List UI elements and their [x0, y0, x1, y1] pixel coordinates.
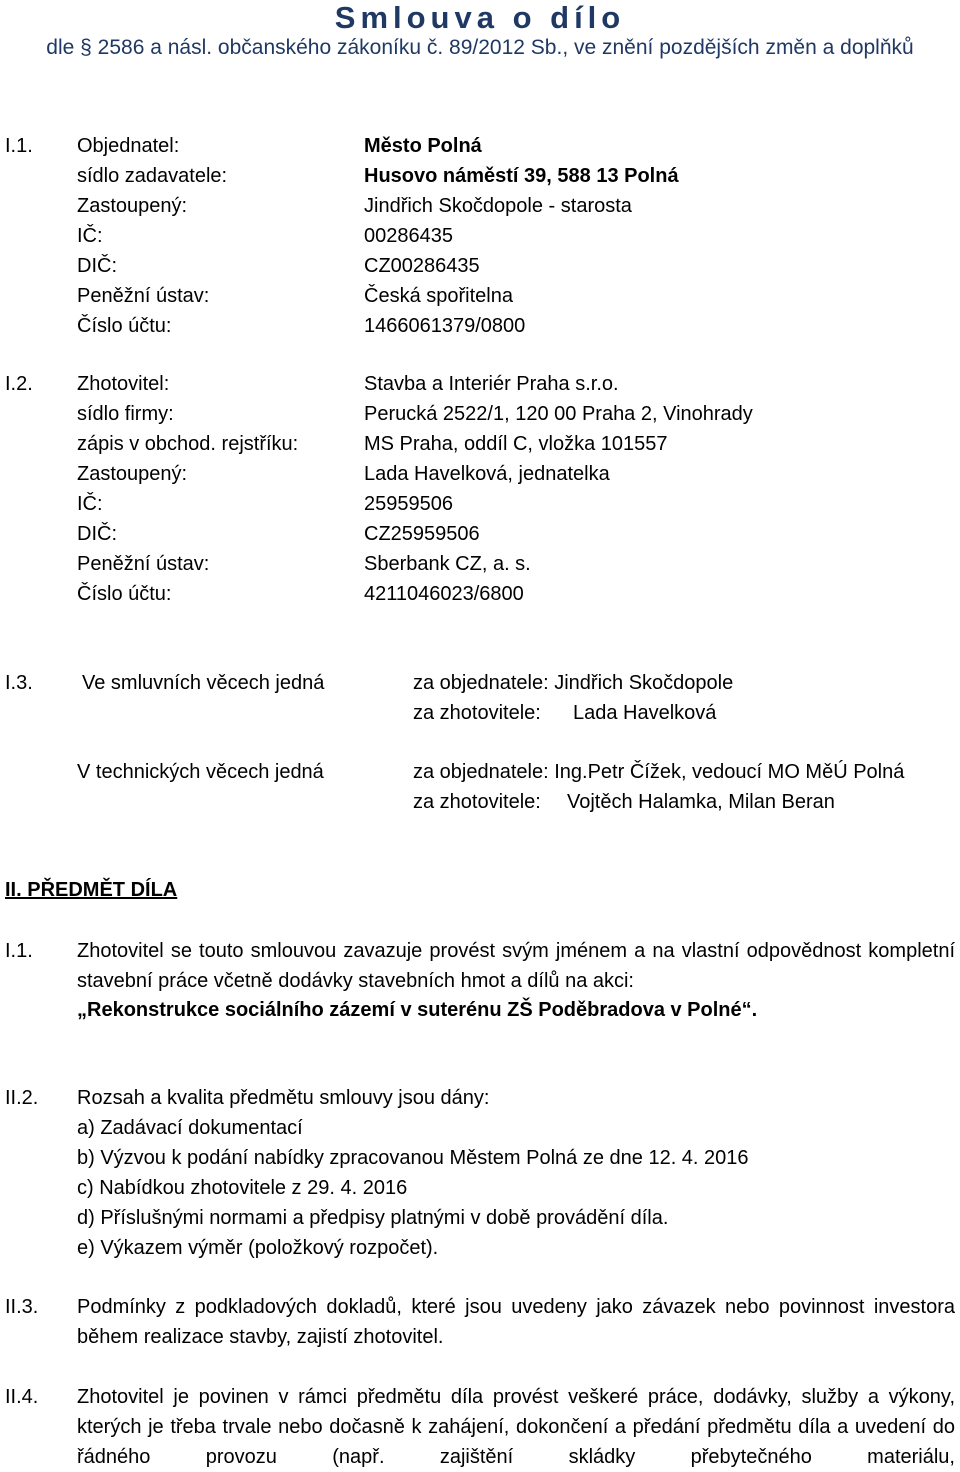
- list-item: e) Výkazem výměr (položkový rozpočet).: [77, 1237, 439, 1259]
- section-number: I.3.: [5, 672, 33, 694]
- field-value: 00286435: [364, 225, 453, 247]
- field-label: Zastoupený:: [77, 463, 188, 485]
- field-label: DIČ:: [77, 255, 117, 277]
- field-value: Husovo náměstí 39, 588 13 Polná: [364, 165, 679, 187]
- field-value: 1466061379/0800: [364, 315, 526, 337]
- field-label: Zhotovitel:: [77, 373, 170, 395]
- paragraph-number: II.3.: [5, 1296, 39, 1318]
- contract-matters-label: Ve smluvních věcech jedná: [82, 672, 325, 694]
- list-item: d) Příslušnými normami a předpisy platnými v době provádění díla.: [77, 1207, 669, 1229]
- field-value: Stavba a Interiér Praha s.r.o.: [364, 373, 619, 395]
- technical-matters-label: V technických věcech jedná: [77, 761, 324, 783]
- section-heading: II. PŘEDMĚT DÍLA: [5, 879, 178, 901]
- field-value: Jindřich Skočdopole - starosta: [364, 195, 632, 217]
- document-title: Smlouva o dílo: [334, 0, 626, 35]
- technical-client-contact: za objednatele: Ing.Petr Čížek, vedoucí MO MěÚ Polná: [413, 761, 905, 783]
- field-label: zápis v obchod. rejstříku:: [77, 433, 299, 455]
- field-value: Česká spořitelna: [364, 285, 513, 307]
- technical-contractor-contact: Vojtěch Halamka, Milan Beran: [567, 791, 835, 813]
- field-value: 25959506: [364, 493, 453, 515]
- list-item: a) Zadávací dokumentací: [77, 1117, 303, 1139]
- list-item: b) Výzvou k podání nabídky zpracovanou Městem Polná ze dne 12. 4. 2016: [77, 1147, 749, 1169]
- field-value: Perucká 2522/1, 120 00 Praha 2, Vinohrady: [364, 403, 753, 425]
- field-label: Peněžní ústav:: [77, 553, 210, 575]
- field-label: IČ:: [77, 493, 103, 515]
- section-number: I.1.: [5, 135, 33, 157]
- field-label: DIČ:: [77, 523, 117, 545]
- field-value: 4211046023/6800: [364, 583, 524, 605]
- paragraph-text: Zhotovitel je povinen v rámci předmětu díla provést veškeré práce, dodávky, služby a výkony, kterých je třeba trvale nebo dočasně k zahájení, dokončení a předání předmětu díla a uvedení do řádného provozu (např. zajištění skládky přebytečného materiálu,: [77, 1386, 955, 1468]
- field-label: Číslo účtu:: [77, 315, 172, 337]
- paragraph-text: Podmínky z podkladových dokladů, které jsou uvedeny jako závazek nebo povinnost investora během realizace stavby, zajistí zhotovitel.: [77, 1296, 955, 1348]
- contract-client-contact: za objednatele: Jindřich Skočdopole: [413, 672, 734, 694]
- field-label: Číslo účtu:: [77, 583, 172, 605]
- field-value: CZ00286435: [364, 255, 480, 277]
- list-item: c) Nabídkou zhotovitele z 29. 4. 2016: [77, 1177, 408, 1199]
- section-number: I.2.: [5, 373, 33, 395]
- field-label: sídlo zadavatele:: [77, 165, 228, 187]
- paragraph-number: II.2.: [5, 1087, 39, 1109]
- technical-contractor-label: za zhotovitele:: [413, 791, 541, 813]
- paragraph-number: I.1.: [5, 940, 33, 962]
- field-value: Město Polná: [364, 135, 482, 157]
- paragraph-number: II.4.: [5, 1386, 39, 1408]
- field-label: Objednatel:: [77, 135, 180, 157]
- field-value: MS Praha, oddíl C, vložka 101557: [364, 433, 668, 455]
- field-label: sídlo firmy:: [77, 403, 174, 425]
- paragraph-intro: Rozsah a kvalita předmětu smlouvy jsou dány:: [77, 1087, 490, 1109]
- field-label: Peněžní ústav:: [77, 285, 210, 307]
- field-label: Zastoupený:: [77, 195, 188, 217]
- document-subtitle: dle § 2586 a násl. občanského zákoníku č. 89/2012 Sb., ve znění pozdějších změn a doplňků: [46, 36, 914, 59]
- field-value: Sberbank CZ, a. s.: [364, 553, 531, 575]
- contract-contractor-contact: Lada Havelková: [573, 702, 717, 724]
- field-value: CZ25959506: [364, 523, 480, 545]
- paragraph-text: Zhotovitel se touto smlouvou zavazuje provést svým jménem a na vlastní odpovědnost kompletní stavební práce včetně dodávky stavebních hmot a dílů na akci:: [77, 940, 955, 992]
- field-value: Lada Havelková, jednatelka: [364, 463, 610, 485]
- field-label: IČ:: [77, 225, 103, 247]
- project-name: „Rekonstrukce sociálního zázemí v suterénu ZŠ Poděbradova v Polné“.: [77, 999, 758, 1021]
- contract-contractor-label: za zhotovitele:: [413, 702, 541, 724]
